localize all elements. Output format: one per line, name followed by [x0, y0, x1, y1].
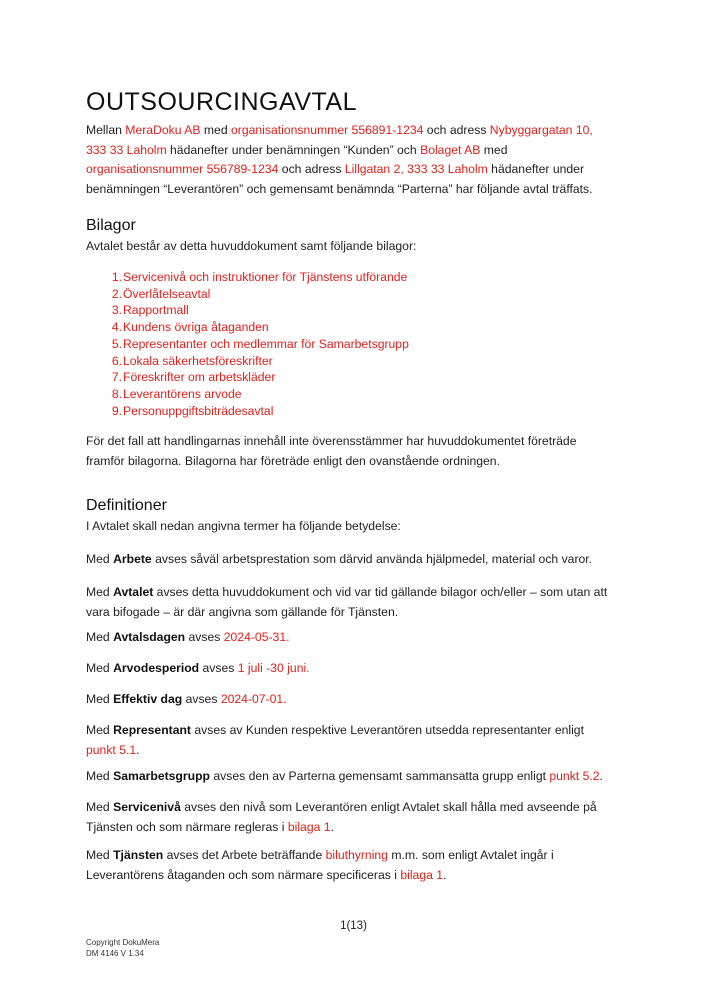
- definitioner-lead: I Avtalet skall nedan angivna termer ha följande betydelse:: [86, 519, 401, 533]
- list-item: [86, 353, 409, 370]
- customer-address: Nybyggargatan 10, 333 33 Laholm: [86, 123, 593, 157]
- list-item: [86, 319, 409, 336]
- list-label: Leverantörens arvode: [123, 386, 242, 401]
- definition-text: Med: [86, 661, 114, 675]
- definition-text: avses: [199, 661, 238, 675]
- definition-reference: punkt 5.1: [86, 742, 137, 757]
- definition-value: 2024-07-01.: [220, 692, 287, 706]
- list-label: Servicenivå och instruktioner för Tjänstens utförande: [123, 270, 408, 284]
- list-label: Personuppgiftsbiträdesavtal: [123, 403, 274, 418]
- definition-samarbetsgrupp: [86, 767, 616, 787]
- footer: [86, 937, 159, 959]
- definition-text: avses: [185, 630, 224, 644]
- list-number: 8.: [111, 386, 122, 401]
- page-number: 1(13): [340, 920, 367, 932]
- list-number: 6.: [111, 353, 122, 368]
- definition-text: avses av Kunden respektive Leverantören utsedda representanter enligt: [191, 723, 584, 737]
- definition-text: Med: [86, 769, 114, 783]
- definition-text: m.m. som enligt Avtalet ingår i Leverantörens åtaganden och som närmare specificeras i: [86, 848, 554, 882]
- definition-text: avses detta huvuddokument och vid var tid gällande bilagor och/eller – som utan att vara bifogade – är där angivna som gällande för Tjänsten.: [86, 585, 608, 619]
- definition-term: Arvodesperiod: [113, 661, 200, 675]
- definition-avtalet: [86, 583, 616, 622]
- list-item: [86, 269, 409, 286]
- definition-serviceniva: [86, 798, 616, 837]
- customer-org-number: organisationsnummer 556891-1234: [230, 123, 424, 137]
- intro-text: hädanefter under benämningen “Kunden” och: [166, 142, 421, 157]
- definition-term: Samarbetsgrupp: [113, 769, 210, 783]
- supplier-org-number: organisationsnummer 556789-1234: [86, 162, 279, 176]
- footer-copyright: Copyright DokuMera: [86, 938, 160, 947]
- list-label: Föreskrifter om arbetskläder: [123, 370, 276, 385]
- list-item: [86, 336, 409, 353]
- document-title: OUTSOURCINGAVTAL: [86, 88, 357, 116]
- bilagor-lead: Avtalet består av detta huvuddokument samt följande bilagor:: [86, 239, 417, 253]
- definition-text: Med: [86, 552, 114, 566]
- definition-term: Avtalet: [113, 585, 154, 599]
- definition-text: Med: [86, 692, 114, 706]
- definition-arvodesperiod: [86, 659, 616, 679]
- intro-text: och adress: [423, 123, 490, 137]
- definition-reference: punkt 5.2: [549, 769, 600, 783]
- list-number: 9.: [111, 403, 122, 418]
- definition-text: avses det Arbete beträffande: [163, 848, 326, 862]
- intro-text: Mellan: [86, 123, 126, 137]
- list-label: Representanter och medlemmar för Samarbetsgrupp: [123, 336, 409, 351]
- list-label: Överlåtelseavtal: [123, 286, 211, 301]
- intro-text: med: [480, 142, 508, 157]
- definition-text: .: [136, 742, 140, 757]
- definition-effektiv-dag: [86, 690, 616, 710]
- definition-text: avses den nivå som Leverantören enligt Avtalet skall hålla med avseende på Tjänsten och som närmare regleras i: [86, 800, 597, 834]
- definition-reference: bilaga 1: [400, 867, 444, 882]
- list-label: Rapportmall: [123, 303, 189, 318]
- definition-arbete: [86, 550, 616, 570]
- definition-value: biluthyrning: [325, 848, 388, 862]
- definition-text: .: [599, 769, 603, 783]
- definition-term: Representant: [113, 723, 191, 737]
- precedence-paragraph: För det fall att handlingarnas innehåll inte överensstämmer har huvuddokumentet företräde framför bilagorna. Bilagorna har företräde enligt den ovanstående ordningen.: [86, 434, 577, 468]
- supplier-address: Lillgatan 2, 333 33 Laholm: [344, 162, 488, 176]
- list-label: Lokala säkerhetsföreskrifter: [123, 353, 273, 368]
- definition-text: avses: [182, 692, 221, 706]
- definition-text: avses den av Parterna gemensamt sammansatta grupp enligt: [209, 769, 550, 783]
- definition-tjansten: [86, 846, 616, 885]
- customer-name: MeraDoku AB: [125, 123, 201, 137]
- list-number: 7.: [111, 370, 122, 385]
- list-item: [86, 386, 409, 403]
- definition-term: Tjänsten: [113, 848, 164, 862]
- bilagor-list: [86, 269, 409, 419]
- definition-term: Effektiv dag: [113, 692, 183, 706]
- definition-representant: [86, 721, 616, 760]
- intro-text: och adress: [278, 162, 345, 176]
- definition-text: .: [330, 819, 334, 834]
- intro-paragraph: [86, 121, 616, 199]
- definition-text: Med: [86, 800, 114, 814]
- list-item: [86, 286, 409, 303]
- list-item: [86, 369, 409, 386]
- definition-text: Med: [86, 630, 114, 644]
- definition-text: .: [443, 867, 447, 882]
- definition-text: Med: [86, 723, 114, 737]
- bilagor-heading: Bilagor: [86, 217, 136, 234]
- definition-text: avses såväl arbetsprestation som därvid använda hjälpmedel, material och varor.: [151, 552, 593, 566]
- definitioner-heading: Definitioner: [86, 497, 167, 514]
- definition-term: Avtalsdagen: [113, 630, 186, 644]
- definition-term: Arbete: [113, 552, 152, 566]
- list-number: 4.: [111, 320, 122, 335]
- definition-reference: bilaga 1: [287, 819, 331, 834]
- intro-text: med: [200, 123, 231, 137]
- supplier-name: Bolaget AB: [420, 142, 481, 157]
- list-label: Kundens övriga åtaganden: [123, 320, 269, 335]
- definition-text: Med: [86, 585, 114, 599]
- definition-avtalsdagen: [86, 628, 616, 648]
- list-number: 2.: [111, 286, 122, 301]
- definition-term: Servicenivå: [113, 800, 181, 814]
- definition-text: Med: [86, 848, 114, 862]
- list-number: 1.: [111, 270, 122, 284]
- list-number: 3.: [111, 303, 122, 318]
- list-item: [86, 403, 409, 420]
- definition-value: 2024-05-31.: [223, 630, 290, 644]
- definition-value: 1 juli -30 juni.: [237, 661, 310, 675]
- list-number: 5.: [111, 336, 122, 351]
- list-item: [86, 302, 409, 319]
- footer-document-code: DM 4146 V 1.34: [86, 949, 144, 958]
- intro-text: hädanefter under benämningen “Leverantören” och gemensamt benämnda “Parterna” har följande avtal träffats.: [86, 162, 593, 196]
